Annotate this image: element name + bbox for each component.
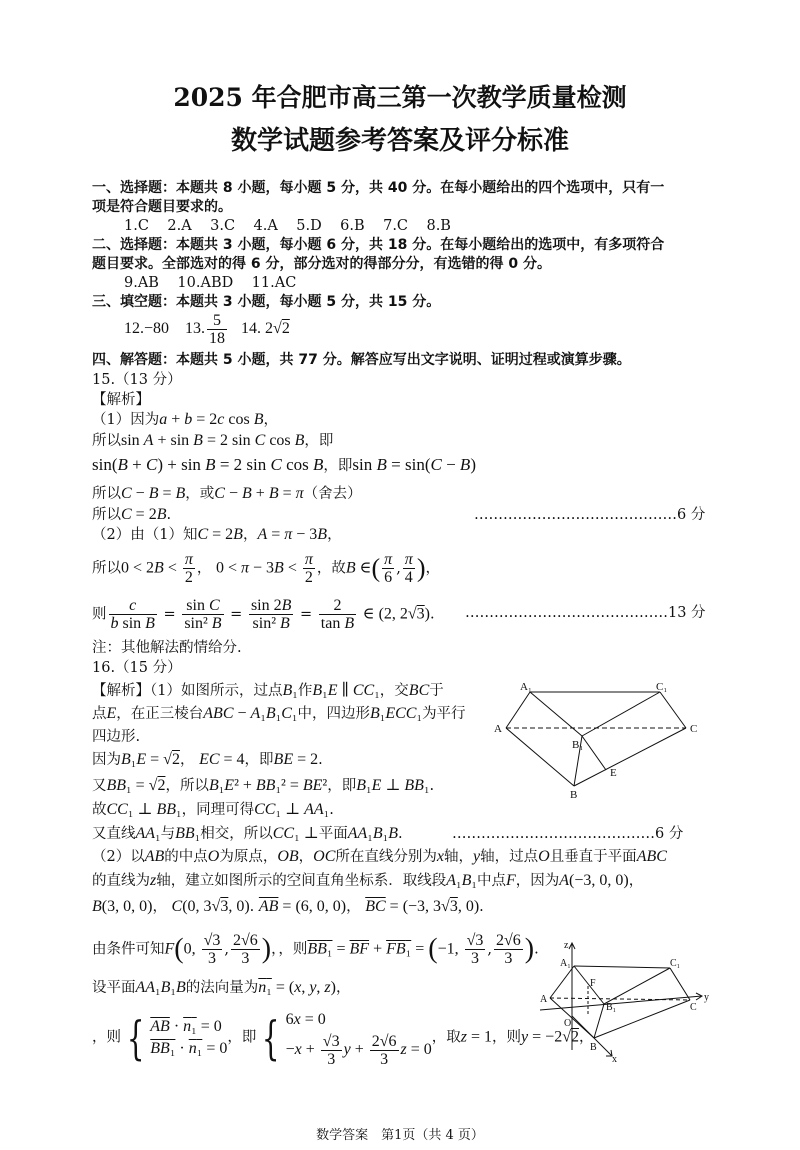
q15-part2-line1: （2）由（1）知C = 2B，A = π − 3B， — [92, 526, 342, 543]
edge-b1e — [582, 736, 606, 770]
answer-11: 11.AC — [251, 275, 297, 291]
label-f: F — [590, 978, 596, 989]
edge-a1a — [550, 966, 574, 998]
q15-note: 注：其他解法酌情给分. — [92, 640, 242, 656]
answer-2: 2.A — [167, 218, 192, 234]
q16-line1: 【解析】（1）如图所示，过点B₁作B₁E ∥ CC₁，交BC于 — [92, 682, 444, 699]
label-y: y — [704, 992, 709, 1003]
edge-ab — [506, 728, 574, 786]
section1-heading-cont: 项是符合题目要求的。 — [92, 199, 232, 215]
q16-part2-line3: B(3, 0, 0)， C(0, 3√3, 0). $\overline{AB} = (6$, 0, 0)， $\overline{BC} = (-3$, 3√3, 0). — [92, 898, 484, 915]
q16-score-6: ……………………………………6 分 — [452, 826, 684, 842]
q16-line6: 故CC₁ ⊥ BB₁，同理可得CC₁ ⊥ AA₁. — [92, 801, 334, 818]
page-footer: 数学答案 第1页（共 4 页） — [316, 1128, 484, 1143]
q15-line1: （1）因为a + b = 2c cos B， — [92, 411, 279, 428]
page-subtitle: 数学试题参考答案及评分标准 — [230, 126, 569, 156]
answer-4: 4.A — [253, 218, 278, 234]
q16-line3: 四边形. — [92, 729, 141, 745]
q15-line2: 所以sin A + sin B = 2 sin C cos B，即 — [92, 432, 334, 449]
label-a: A — [494, 723, 502, 735]
answer-6: 6.B — [340, 218, 365, 234]
q16-part2-line6: ，则 { $\overline{AB} \cdot n_1 = 0$ BB₁ · n₁ = 0 ，即 { 6x = 0 −x + $\frac{√3}{3}$ y + $\frac{2√6}{3}$ z = 0 ，取z = 1，则y = −2√2， — [92, 1010, 594, 1068]
label-c1: C₁ — [656, 681, 668, 693]
label-a1: A₁ — [560, 958, 571, 969]
section2-heading: 二、选择题：本题共 3 小题，每小题 6 分，共 18 分。在每小题给出的选项中，有多项符合 — [92, 237, 665, 253]
section2-heading-cont: 题目要求。全部选对的得 6 分，部分选对的得部分分，有选错的得 0 分。 — [92, 256, 551, 272]
q15-line4: 所以C − B = B，或C − B + B = π（舍去） — [92, 485, 362, 502]
label-x: x — [612, 1054, 617, 1063]
coordinate-figure — [530, 938, 720, 1063]
q15-score-6: ……………………………………6 分 — [474, 507, 706, 523]
q16-part2-line5: 设平面AA₁B₁B的法向量为n₁ = (x, y, z)， — [92, 979, 351, 996]
label-e: E — [610, 767, 617, 779]
edge-c1c — [660, 692, 686, 728]
label-b1: B₁ — [606, 1002, 617, 1013]
answer-12: 12.−80 — [124, 320, 170, 338]
q16-line2: 点E，在正三棱台ABC − A₁B₁C₁中，四边形B₁ECC₁为平行 — [92, 705, 466, 722]
answer-9: 9.AB — [124, 275, 159, 291]
answer-14-label: 14. — [241, 320, 262, 338]
label-b1: B₁ — [572, 739, 584, 751]
label-z: z — [564, 940, 569, 951]
q15-line5: 所以C = 2B. — [92, 506, 172, 523]
section3-answers: 12.−80 13. $\frac{5}{18}$ 14. 2√2 — [124, 312, 290, 347]
label-b: B — [570, 789, 578, 800]
edge-c1c — [670, 968, 690, 1000]
q16-label: 16.（15 分） — [92, 660, 182, 676]
label-o: O — [564, 1018, 572, 1029]
label-c: C — [690, 1002, 697, 1013]
label-c1: C₁ — [670, 958, 681, 969]
answer-1: 1.C — [124, 218, 149, 234]
q16-line7: 又直线AA₁与BB₁相交，所以CC₁ ⊥平面AA₁B₁B. — [92, 825, 403, 842]
answer-10: 10.ABD — [177, 275, 234, 291]
page-title: 2025 年合肥市高三第一次教学质量检测 — [173, 83, 627, 112]
frustum-figure — [488, 680, 708, 800]
label-a1: A₁ — [520, 681, 532, 693]
q16-part2-line1: （2）以AB的中点O为原点，OB，OC所在直线分别为x轴，y轴，过点O且垂直于平面ABC — [92, 848, 667, 865]
edge-a1b1 — [530, 692, 582, 736]
edge-a1c1 — [574, 966, 670, 968]
q16-part2-line2: 的直线为z轴，建立如图所示的空间直角坐标系．取线段A₁B₁中点F，因为A(−3, 0, 0)， — [92, 872, 644, 889]
q15-part2-line2: 所以0 < 2B < $\frac{\pi}{2}$ ， 0 < π − 3B < $\frac{\pi}{2}$ ，故B ∈( $\frac{\pi}{6}$ , $\frac{\pi}{4}$ )， — [92, 551, 440, 586]
section2-answers — [124, 273, 296, 293]
edge-a1a — [506, 692, 530, 728]
label-b: B — [590, 1042, 597, 1053]
q15-label: 15.（13 分） — [92, 372, 182, 388]
section1-answers — [124, 216, 451, 236]
label-c: C — [690, 723, 698, 735]
answer-8: 8.B — [426, 218, 451, 234]
answer-3: 3.C — [210, 218, 236, 234]
section1-heading: 一、选择题：本题共 8 小题，每小题 5 分，共 40 分。在每小题给出的四个选项中，只有一 — [92, 180, 665, 196]
q16-line5: 又BB₁ = √2，所以B₁E² + BB₁² = BE²，即B₁E ⊥ BB₁. — [92, 777, 435, 794]
edge-c1b1 — [582, 692, 660, 736]
q15-score-13: ……………………………………13 分 — [465, 605, 706, 621]
q15-part2-line3: 则 $\frac{c}{\text{b sin B}}$ = $\frac{\text{sin C}}{\text{sin² B}}$ = $\frac{\sin 2B}{\text{sin² B}}$ = $\frac{2}{\text{tan B}}$ ∈ (2, 2√3). — [92, 597, 435, 632]
answer-7: 7.C — [383, 218, 409, 234]
q15-line3: sin(B + C) + sin B = 2 sin C cos B，即sin B = sin(C − B) — [92, 455, 476, 474]
q15-analysis: 【解析】 — [92, 392, 150, 408]
q16-part2-line4: 由条件可知F(0, $\frac{√3}{3}$ , $\frac{2√6}{3}$ )，，则$BB_1 = \overline{BF} + FB_1 = (-1$, $\frac{√3}{3}$ , $\frac{2√6}{3}$ ). — [92, 932, 539, 967]
section3-heading: 三、填空题：本题共 3 小题，每小题 5 分，共 15 分。 — [92, 294, 441, 310]
label-a: A — [540, 994, 548, 1005]
edge-cb — [574, 728, 686, 786]
answer-13-label: 13. — [185, 320, 206, 338]
q16-line4: 因为B₁E = √2， EC = 4，即BE = 2. — [92, 751, 323, 768]
edge-b1b — [594, 1004, 604, 1038]
answer-13-fraction: $\frac{5}{18}$ — [209, 312, 226, 347]
answer-5: 5.D — [296, 218, 322, 234]
section4-heading: 四、解答题：本题共 5 小题，共 77 分。解答应写出文字说明、证明过程或演算步骤。 — [92, 352, 631, 368]
